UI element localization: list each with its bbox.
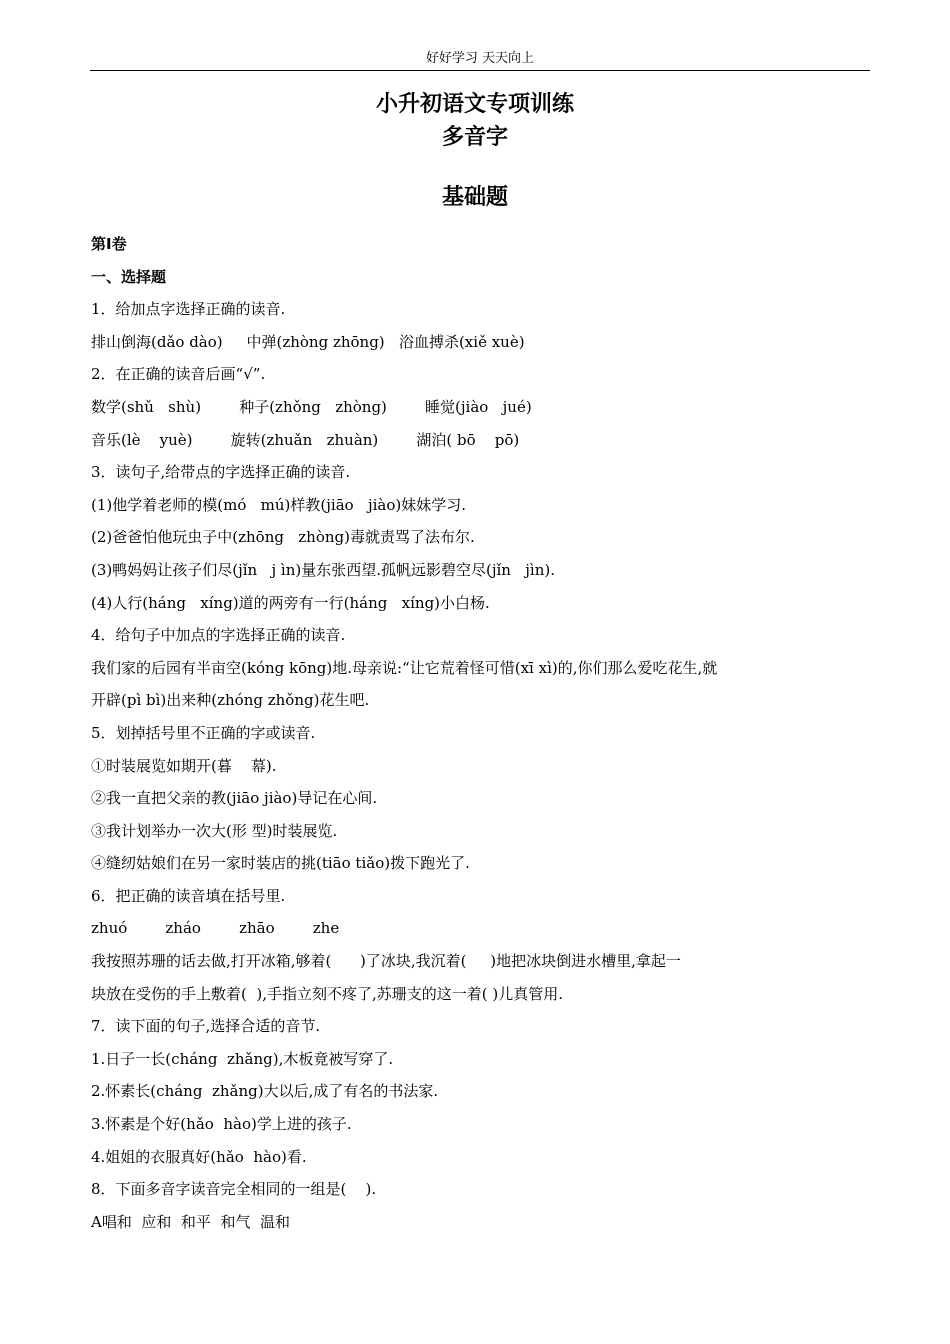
text-line: 3．读句子,给带点的字选择正确的读音. bbox=[91, 463, 351, 482]
text-line: 4．给句子中加点的字选择正确的读音. bbox=[91, 626, 346, 645]
text-line: 排山倒海(dǎo dào) 中弹(zhòng zhōng) 浴血搏杀(xiě xuè) bbox=[91, 332, 525, 351]
text-line: ④缝纫姑娘们在另一家时装店的挑(tiāo tiǎo)拨下跑光了. bbox=[91, 854, 470, 873]
text-line: 3.怀素是个好(hǎo hào)学上进的孩子. bbox=[91, 1115, 352, 1134]
text-line: 1.日子一长(cháng zhǎng),木板竟被写穿了. bbox=[91, 1049, 394, 1068]
text-line: (1)他学着老师的模(mó mú)样教(jiāo jiào)妹妹学习. bbox=[91, 495, 467, 514]
text-line: ①时装展览如期开(暮 幕). bbox=[91, 756, 277, 775]
text-line: 6．把正确的读音填在括号里. bbox=[91, 886, 286, 905]
header-text: 好好学习 天天向上 bbox=[425, 51, 535, 66]
text-line: 数学(shǔ shù) 种子(zhǒng zhòng) 睡觉(jiào jué) bbox=[91, 397, 532, 416]
text-line: (2)爸爸怕他玩虫子中(zhōng zhòng)毒就责骂了法布尔. bbox=[91, 528, 475, 547]
text-line: ②我一直把父亲的教(jiāo jiào)导记在心间. bbox=[91, 789, 378, 808]
page-header bbox=[90, 50, 870, 71]
text-line: 8．下面多音字读音完全相同的一组是( ). bbox=[91, 1180, 377, 1199]
text-line: 2.怀素长(cháng zhǎng)大以后,成了有名的书法家. bbox=[91, 1082, 439, 1101]
text-line: 7．读下面的句子,选择合适的音节. bbox=[91, 1017, 321, 1036]
text-line: 音乐(lè yuè) 旋转(zhuǎn zhuàn) 湖泊( bō pō) bbox=[91, 430, 520, 449]
text-line: 5．划掉括号里不正确的字或读音. bbox=[91, 723, 316, 742]
document-body bbox=[91, 228, 871, 1238]
text-line: A唱和 应和 和平 和气 温和 bbox=[91, 1212, 290, 1231]
main-title: 小升初语文专项训练 bbox=[375, 92, 574, 117]
text-line: 开辟(pì bì)出来种(zhóng zhǒng)花生吧. bbox=[91, 691, 370, 710]
text-line: 块放在受伤的手上敷着( ),手指立刻不疼了,苏珊支的这一着( )儿真管用. bbox=[91, 984, 564, 1003]
text-line: ③我计划举办一次大(形 型)时装展览. bbox=[91, 821, 338, 840]
text-line: (4)人行(háng xíng)道的两旁有一行(háng xíng)小白杨. bbox=[91, 593, 490, 612]
section-heading: 一、选择题 bbox=[91, 267, 167, 286]
text-line: 4.姐姐的衣服真好(hǎo hào)看. bbox=[91, 1147, 307, 1166]
text-line: 2．在正确的读音后画“√”. bbox=[91, 365, 266, 384]
text-line: (3)鸭妈妈让孩子们尽(jǐn j ìn)量东张西望.孤帆远影碧空尽(jǐn jìn). bbox=[91, 560, 556, 579]
text-line: zhuó zháo zhāo zhe bbox=[91, 919, 340, 938]
text-line: 1．给加点字选择正确的读音. bbox=[91, 300, 286, 319]
section-title: 基础题 bbox=[441, 185, 508, 210]
text-line: 我按照苏珊的话去做,打开冰箱,够着( )了冰块,我沉着( )地把冰块倒进水槽里,拿起一 bbox=[91, 952, 681, 971]
text-line: 我们家的后园有半亩空(kóng kōng)地.母亲说:“让它荒着怪可惜(xī xì)的,你们那么爱吃花生,就 bbox=[91, 658, 718, 677]
sub-title: 多音字 bbox=[441, 125, 508, 150]
section-heading: 第Ⅰ卷 bbox=[91, 235, 127, 253]
